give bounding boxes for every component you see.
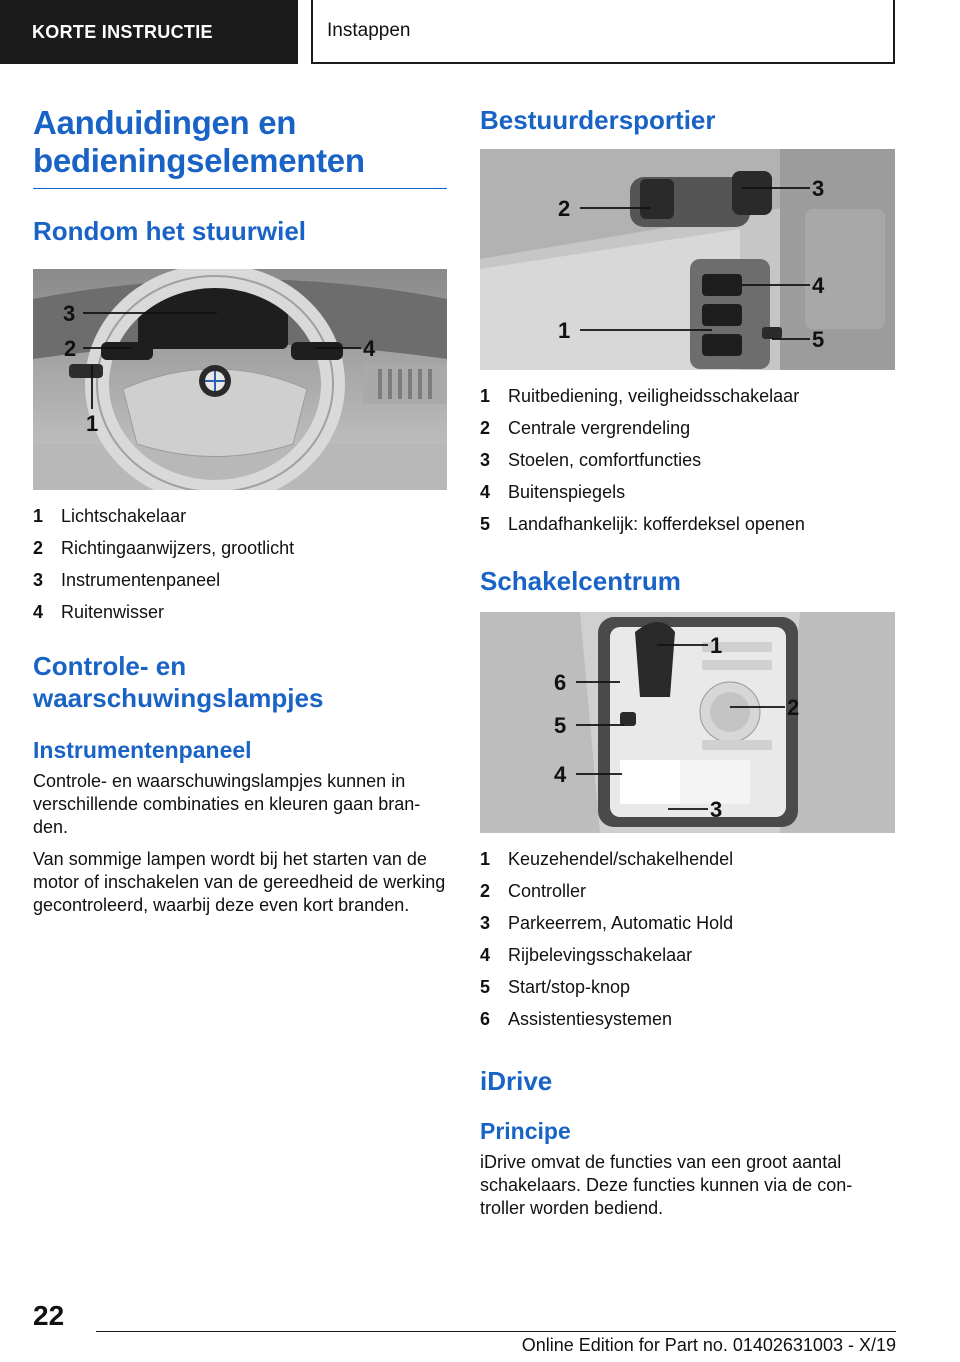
list-item (480, 1003, 895, 1035)
center-heading: Schakelcentrum (480, 566, 681, 596)
list-item (480, 907, 895, 939)
steering-wheel-illustration (33, 269, 447, 490)
lamps-heading (33, 650, 447, 714)
item-text: Parkeerrem, Automatic Hold (508, 913, 734, 933)
lamps-subheading: Instrumentenpaneel (33, 737, 252, 763)
item-text: Buitenspiegels (508, 482, 626, 502)
item-number: 3 (480, 913, 491, 933)
left-column (33, 104, 447, 917)
footer-edition: Online Edition for Part no. 01402631003 - X/19 (521, 1335, 896, 1355)
item-number: 4 (480, 945, 491, 965)
callout-center-1: 1 (710, 633, 723, 658)
item-number: 5 (480, 977, 491, 997)
callout-door-3: 3 (812, 176, 825, 201)
list-item (480, 380, 895, 412)
idrive-subheading: Principe (480, 1118, 571, 1144)
callout-center-5: 5 (554, 713, 567, 738)
center-console-illustration (480, 612, 895, 833)
callout-steering-3: 3 (63, 301, 76, 326)
item-number: 1 (480, 386, 491, 406)
section-title: KORTE INSTRUCTIE (32, 21, 213, 42)
item-number: 3 (480, 450, 491, 470)
item-text: Controller (508, 881, 587, 901)
list-item (480, 508, 895, 540)
callout-door-2: 2 (558, 196, 571, 221)
idrive-paragraph: iDrive omvat de functies van een groot aantal schakelaars. Deze functies kunnen via de con-troller worden bediend. (480, 1152, 853, 1218)
list-item (480, 939, 895, 971)
callout-steering-2: 2 (64, 336, 77, 361)
item-text: Ruitbediening, veiligheidsschakelaar (508, 386, 800, 406)
idrive-heading: iDrive (480, 1066, 553, 1096)
item-text: Rijbelevingsschakelaar (508, 945, 693, 965)
item-number: 1 (480, 849, 491, 869)
chapter-tab (311, 0, 895, 64)
callout-steering-1: 1 (86, 411, 99, 436)
callout-door-5: 5 (812, 327, 825, 352)
lamps-heading-line1: Controle- en (33, 651, 187, 681)
list-item (480, 971, 895, 1003)
lamps-paragraph-1: Controle- en waarschuwingslampjes kunnen in verschillende combinaties en kleuren gaan bran-den. (33, 771, 421, 837)
footer-divider (96, 1331, 896, 1332)
list-item (33, 532, 447, 564)
list-item (480, 875, 895, 907)
callout-center-6: 6 (554, 670, 567, 695)
item-number: 5 (480, 514, 491, 534)
chapter-title: Instappen (327, 20, 411, 41)
item-number: 2 (33, 538, 44, 558)
item-number: 3 (33, 570, 44, 590)
section-tab (0, 0, 298, 64)
item-number: 2 (480, 881, 491, 901)
door-heading: Bestuurdersportier (480, 105, 716, 135)
steering-heading: Rondom het stuurwiel (33, 216, 306, 246)
callout-center-2: 2 (787, 695, 800, 720)
list-item (480, 476, 895, 508)
list-item (33, 500, 447, 532)
item-number: 4 (480, 482, 491, 502)
callout-center-3: 3 (710, 797, 723, 822)
item-text: Richtingaanwijzers, grootlicht (61, 538, 295, 558)
item-text: Stoelen, comfortfuncties (508, 450, 702, 470)
page-number: 22 (33, 1300, 65, 1331)
item-number: 6 (480, 1009, 491, 1029)
page-title (33, 104, 447, 189)
page-title-line2: bedieningselementen (33, 142, 365, 179)
callout-center-4: 4 (554, 762, 567, 787)
callout-door-1: 1 (558, 318, 571, 343)
callout-steering-4: 4 (363, 336, 376, 361)
list-item (33, 596, 447, 628)
door-list (480, 380, 895, 540)
page-title-line1: Aanduidingen en (33, 104, 297, 141)
item-number: 4 (33, 602, 44, 622)
list-item (480, 412, 895, 444)
item-text: Start/stop-knop (508, 977, 631, 997)
list-item (480, 444, 895, 476)
item-number: 1 (33, 506, 44, 526)
lamps-heading-line2: waarschuwingslampjes (33, 683, 324, 713)
center-list (480, 843, 895, 1035)
item-text: Assistentiesystemen (508, 1009, 673, 1029)
item-text: Instrumentenpaneel (61, 570, 221, 590)
driver-door-photo (480, 149, 895, 370)
steering-wheel-photo (33, 269, 447, 490)
center-console-photo (480, 612, 895, 833)
lamps-paragraph-2: Van sommige lampen wordt bij het starten van de motor of inschakelen van de gereedheid de werking gecontroleerd, waarbij deze even kort branden. (33, 849, 446, 915)
steering-list (33, 500, 447, 628)
list-item (33, 564, 447, 596)
list-item (480, 843, 895, 875)
callout-door-4: 4 (812, 273, 825, 298)
item-text: Landafhankelijk: kofferdeksel openen (508, 514, 805, 534)
item-text: Ruitenwisser (61, 602, 165, 622)
right-column (480, 104, 895, 1220)
item-text: Lichtschakelaar (61, 506, 187, 526)
item-text: Keuzehendel/schakelhendel (508, 849, 734, 869)
item-number: 2 (480, 418, 491, 438)
item-text: Centrale vergrendeling (508, 418, 691, 438)
driver-door-illustration (480, 149, 895, 370)
